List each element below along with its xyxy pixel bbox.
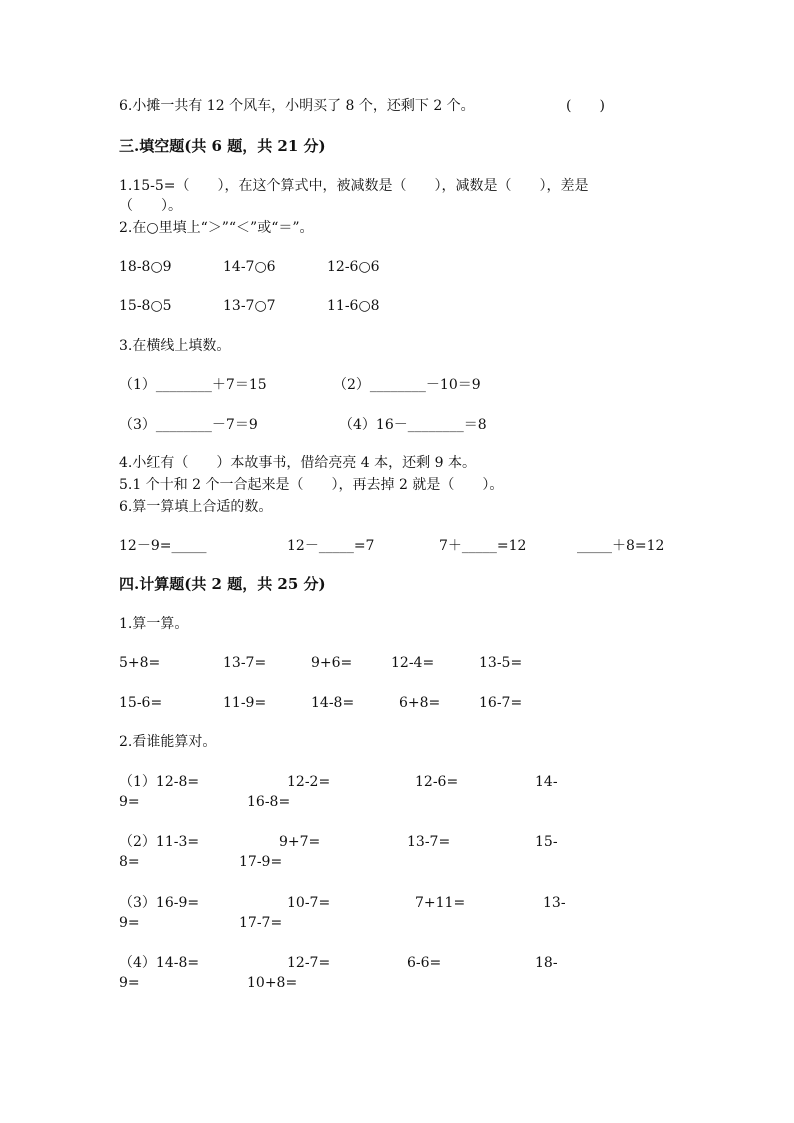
compare-item: 13-7○7 <box>223 298 276 314</box>
calc-item: 15-6= <box>119 695 163 711</box>
calc-item: 9= <box>119 915 140 931</box>
calc-item: 14- <box>535 774 558 790</box>
calc-item: 7+11= <box>415 895 466 911</box>
fill-blank-item: 12－9=_____ <box>119 538 207 554</box>
calc-item: 9+6= <box>311 655 353 671</box>
section-3-heading: 三.填空题(共 6 题，共 21 分) <box>119 137 326 155</box>
section-4-heading: 四.计算题(共 2 题，共 25 分) <box>119 575 326 593</box>
calc-item: 14-8= <box>311 695 355 711</box>
calc-item: 12-7= <box>287 955 331 971</box>
calc-item: 12-4= <box>391 655 435 671</box>
calc-item: 18- <box>535 955 558 971</box>
calc-item: 13- <box>543 895 566 911</box>
calc-item: 13-7= <box>223 655 267 671</box>
compare-item: 15-8○5 <box>119 298 172 314</box>
calc-item: 13-5= <box>479 655 523 671</box>
blank-item: （2）________－10＝9 <box>333 377 481 393</box>
calc-item: 13-7= <box>407 834 451 850</box>
blank-item: （4）16－________＝8 <box>339 417 487 433</box>
fill-q3-title: 3.在横线上填数。 <box>119 338 231 354</box>
compare-item: 18-8○9 <box>119 259 172 275</box>
calc-item: 10+8= <box>247 975 298 991</box>
blank-item: （3）________－7＝9 <box>119 417 258 433</box>
fill-q1-line2: （ ）。 <box>119 198 182 214</box>
calc-item: 12-2= <box>287 774 331 790</box>
calc-item: （2）11-3= <box>119 834 200 850</box>
compare-item: 14-7○6 <box>223 259 276 275</box>
fill-blank-item: 7＋_____=12 <box>439 538 527 554</box>
calc-item: （4）14-8= <box>119 955 200 971</box>
calc-item: 6+8= <box>399 695 441 711</box>
calc-item: 17-9= <box>239 854 283 870</box>
calc-item: 12-6= <box>415 774 459 790</box>
calc-item: 11-9= <box>223 695 267 711</box>
calc-item: 6-6= <box>407 955 442 971</box>
calc-item: 15- <box>535 834 558 850</box>
answer-bracket: ( ) <box>566 98 605 114</box>
blank-item: （1）________＋7＝15 <box>119 377 267 393</box>
calc-item: 9= <box>119 794 140 810</box>
fill-blank-item: _____＋8=12 <box>577 538 665 554</box>
calc-item: 9+7= <box>279 834 321 850</box>
fill-q4: 4.小红有（ ）本故事书，借给亮亮 4 本，还剩 9 本。 <box>119 455 476 471</box>
compare-item: 11-6○8 <box>327 298 380 314</box>
calc-item: 16-8= <box>247 794 291 810</box>
fill-q2-title: 2.在○里填上“＞”“＜”或“＝”。 <box>119 220 314 236</box>
fill-q6-title: 6.算一算填上合适的数。 <box>119 499 273 515</box>
calc-item: 5+8= <box>119 655 161 671</box>
fill-blank-item: 12－_____=7 <box>287 538 375 554</box>
calc-item: 8= <box>119 854 140 870</box>
calc-q2-title: 2.看谁能算对。 <box>119 734 217 750</box>
calc-item: 17-7= <box>239 915 283 931</box>
fill-q1-line1: 1.15-5=（ ），在这个算式中，被减数是（ ），减数是（ ），差是 <box>119 178 589 194</box>
calc-q1-title: 1.算一算。 <box>119 616 189 632</box>
compare-item: 12-6○6 <box>327 259 380 275</box>
calc-item: （3）16-9= <box>119 895 200 911</box>
fill-q5: 5.1 个十和 2 个一合起来是（ ），再去掉 2 就是（ ）。 <box>119 477 504 493</box>
calc-item: 10-7= <box>287 895 331 911</box>
calc-item: 9= <box>119 975 140 991</box>
calc-item: 16-7= <box>479 695 523 711</box>
true-false-question-6: 6.小摊一共有 12 个风车，小明买了 8 个，还剩下 2 个。 <box>119 98 475 114</box>
calc-item: （1）12-8= <box>119 774 200 790</box>
